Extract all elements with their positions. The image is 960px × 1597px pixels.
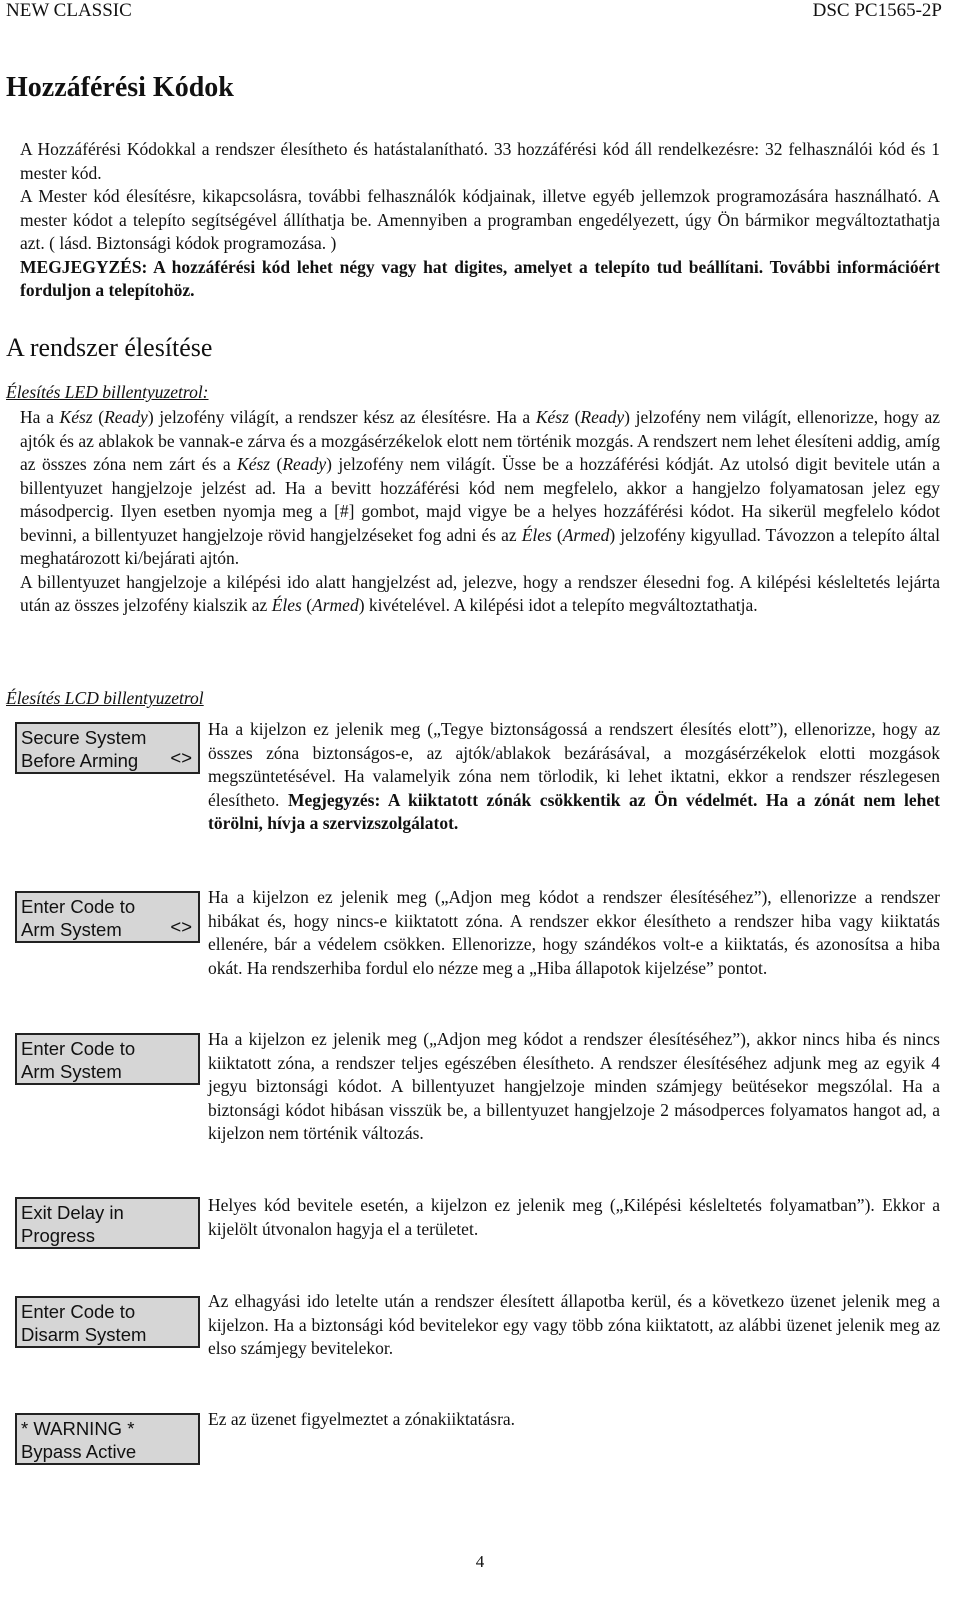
- led-text: ) kivételével. A kilépési idot a telepíto megváltoztathatja.: [358, 595, 758, 615]
- led-term-ready: Ready: [580, 407, 625, 427]
- section-title-arming: A rendszer élesítése: [6, 333, 213, 362]
- led-term-armed: Armed: [562, 524, 610, 545]
- lcd-line-1: * WARNING *: [21, 1418, 135, 1439]
- led-heading: Élesítés LED billentyuzetrol:: [6, 382, 209, 402]
- intro-paragraph: [20, 138, 940, 303]
- led-text: ) jelzofény világít, a rendszer kész az élesítésre. Ha a: [147, 407, 536, 427]
- lcd-line-2: Bypass Active: [21, 1441, 137, 1462]
- header-left: NEW CLASSIC: [6, 0, 132, 21]
- lcd-line-1: Enter Code to: [21, 1038, 136, 1059]
- led-text: (: [551, 524, 563, 545]
- lcd-description-enter-code-disarm: Az elhagyási ido letelte után a rendszer élesített állapotba kerül, és a következo üzenet jelenik meg a kijelzon. Ha a biztonsági kód bevitelekor egy vagy több zóna kiiktatott, az alábbi üzenet jelenik meg az elso számjegy bevitelekor.: [208, 1291, 940, 1358]
- lcd-display-enter-code-disarm: [15, 1296, 200, 1348]
- lcd-scroll-arrows: <>: [170, 916, 192, 937]
- lcd-line-1: Enter Code to: [21, 896, 136, 917]
- lcd-line-2: Disarm System: [21, 1324, 147, 1345]
- led-text: ) jelzofény nem világít, ellenorizze, hogy az ajtók és az ablakok be vannak-e zárva és a mozgásérzékelok elott nem történik mozgás. A rendszert nem lehet élesíteni addig, amíg az összes zóna nem zárt és a: [20, 407, 940, 474]
- lcd-description-secure-system: [208, 718, 940, 836]
- led-text: (: [92, 407, 105, 427]
- lcd-description-bypass-warning: Ez az üzenet figyelmeztet a zónakiiktatásra.: [208, 1409, 516, 1429]
- led-text: Ha a: [20, 407, 60, 427]
- led-term-armed: Armed: [312, 595, 359, 615]
- led-text: (: [270, 454, 283, 474]
- led-term-eles: Éles: [521, 524, 552, 545]
- lcd-line-1: Exit Delay in: [21, 1202, 124, 1223]
- lcd-heading: Élesítés LCD billentyuzetrol: [6, 688, 204, 708]
- led-text: (: [301, 595, 313, 615]
- section-title-access-codes: Hozzáférési Kódok: [6, 72, 234, 103]
- led-term-kesz: Kész: [237, 454, 271, 474]
- lcd-description-exit-delay: Helyes kód bevitele esetén, a kijelzon ez jelenik meg („Kilépési késleltetés folyamatban”). Ekkor a kijelölt útvonalon hagyja el a területet.: [208, 1195, 940, 1239]
- intro-text-2: A Mester kód élesítésre, kikapcsolásra, további felhasználók kódjainak, illetve egyéb jellemzok programozására használható. A mester kódot a telepíto segítségével állíthatja be. Amennyiben a programban engedélyezett, úgy Ön bármikor megváltoztathatja azt. ( lásd. Biztonsági kódok programozása. ): [20, 186, 940, 253]
- lcd-display-secure-system: [15, 722, 200, 774]
- led-paragraph: [20, 406, 940, 618]
- led-text: ) jelzofény nem világít. Üsse be a hozzáférési kódját. Az utolsó digit bevitele után a billentyuzet hangjelzoje jelzést ad. Ha a bevitt hozzáférési kód nem megfelelo, akkor a hangjelzo folyamatosan jelez egy másodpercig. Ilyen esetben nyomja meg a [#] gombot, majd vigye be a helyes hozzáférési kódot. Ha sikerül megfelelo kódot bevinni, a billentyuzet hangjelzoje rövid hangjelzéseket fog adni és az: [20, 454, 941, 545]
- lcd-desc-text: Ha a kijelzon ez jelenik meg („Tegye biztonságossá a rendszert élesítés elott”), ellenorizze, hogy az összes zóna biztonságos-e, az ajtók/ablakok bezárásával, a mozgásérzékelok elotti mozgások megszüntetésével. Ha valamelyik zóna nem törlodik, ki lehet iktatni, ekkor a rendszer részlegesen élesítheto.: [208, 719, 940, 810]
- led-text: A billentyuzet hangjelzoje a kilépési ido alatt hangjelzést ad, jelezve, hogy a rendszer élesedni fog. A kilépési késleltetés lejárta után az összes jelzofény kialszik az: [20, 571, 940, 615]
- lcd-scroll-arrows: <>: [170, 747, 192, 768]
- led-term-ready: Ready: [104, 407, 148, 427]
- intro-note: MEGJEGYZÉS: A hozzáférési kód lehet négy vagy hat digites, amelyet a telepíto tud beállítani. További információért forduljon a telepítohöz.: [20, 256, 940, 300]
- lcd-line-1: Secure System: [21, 727, 147, 748]
- header-right: DSC PC1565-2P: [812, 0, 942, 21]
- lcd-line-2: Arm System: [21, 1061, 122, 1082]
- lcd-description-enter-code-arm-trouble: Ha a kijelzon ez jelenik meg („Adjon meg kódot a rendszer élesítéséhez”), ellenorizze a rendszer hibákat és, hogy nincs-e kiiktatott zóna. A rendszer ekkor élesítheto a rendszer hiba vagy kiiktatás ellenére, bár a védelem csökken. Ellenorizze, hogy szándékos volt-e a kiiktatás, és azonosítsa a hiba okát. Ha rendszerhiba fordul elo nézze meg a „Hiba állapotok kijelzése” pontot.: [208, 887, 940, 978]
- led-text: ) jelzofény kigyullad. Távozzon a telepíto által meghatározott ki/bejárati ajtón.: [20, 524, 940, 568]
- lcd-display-exit-delay: [15, 1197, 200, 1249]
- lcd-display-enter-code-arm: [15, 1033, 200, 1085]
- led-term-eles: Éles: [271, 595, 302, 615]
- led-term-ready: Ready: [282, 454, 327, 474]
- lcd-desc-note: Megjegyzés: A kiiktatott zónák csökkentik az Ön védelmét. Ha a zónát nem lehet törölni, hívja a szervizszolgálatot.: [208, 789, 940, 833]
- led-term-kesz: Kész: [59, 407, 93, 427]
- lcd-line-2: Progress: [21, 1225, 96, 1246]
- lcd-line-2: Before Arming: [21, 750, 139, 771]
- lcd-display-bypass-warning: [15, 1413, 200, 1465]
- lcd-line-1: Enter Code to: [21, 1301, 136, 1322]
- led-text: (: [568, 407, 581, 427]
- lcd-line-2: Arm System: [21, 919, 122, 940]
- led-term-kesz: Kész: [535, 407, 569, 427]
- intro-text-1: A Hozzáférési Kódokkal a rendszer élesítheto és hatástalanítható. 33 hozzáférési kód áll rendelkezésre: 32 felhasználói kód és 1 mester kód.: [20, 139, 940, 183]
- lcd-description-enter-code-arm: Ha a kijelzon ez jelenik meg („Adjon meg kódot a rendszer élesítéséhez”), akkor nincs hiba és nincs kiiktatott zóna, a rendszer teljes egészében élesítheto. A rendszer élesítéséhez adjunk meg az egyik 4 jegyu biztonsági kódot. A billentyuzet hangjelzoje minden számjegy beütésekor megszólal. Ha a biztonsági kódot hibásan visszük be, a billentyuzet hangjelzoje 2 másodperces folyamatos hangot ad, a kijelzon nem történik változás.: [208, 1029, 940, 1143]
- lcd-display-enter-code-arm-trouble: [15, 891, 200, 943]
- page-number: 4: [475, 1552, 485, 1571]
